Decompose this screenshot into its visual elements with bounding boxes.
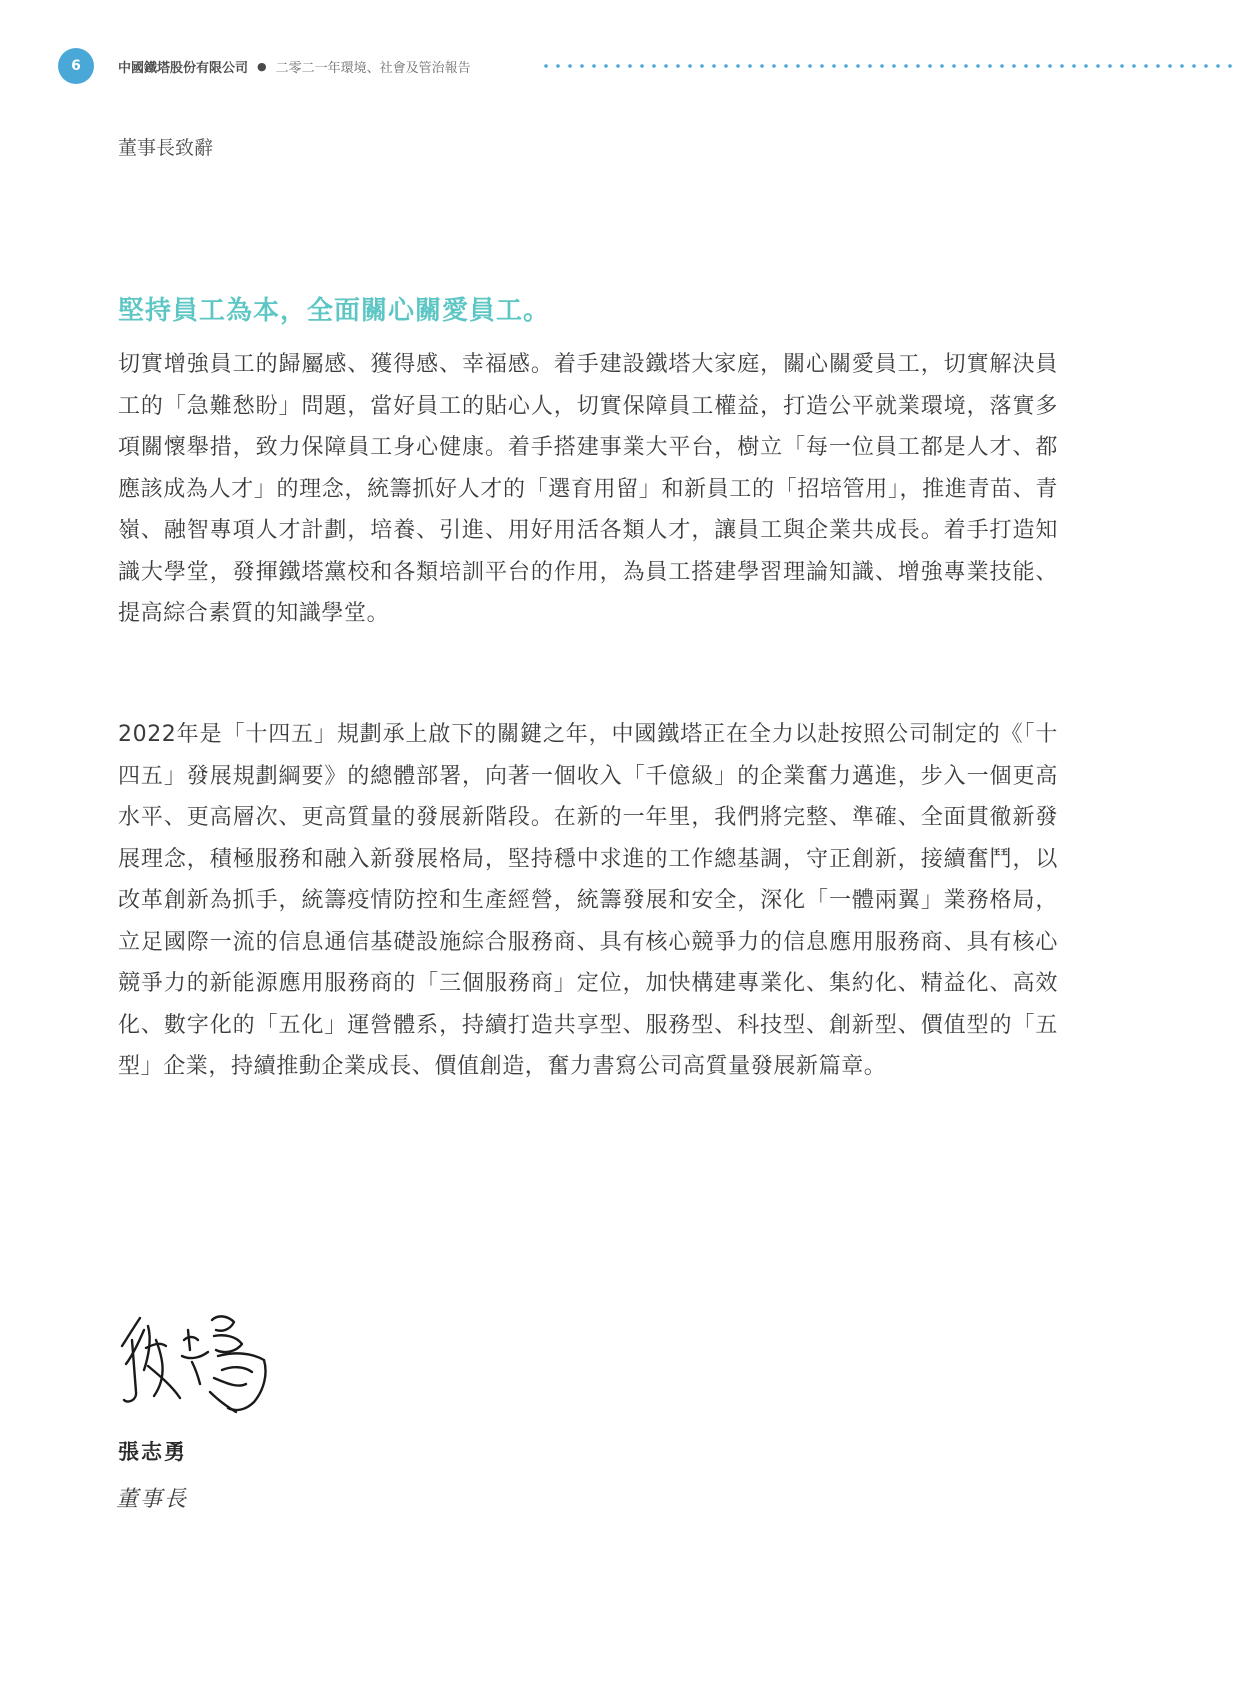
company-name: 中國鐵塔股份有限公司	[118, 60, 249, 76]
running-header	[118, 56, 471, 76]
body-paragraph-2: 2022年是「十四五」規劃承上啟下的關鍵之年，中國鐵塔正在全力以赴按照公司制定的《「十四五」發展規劃綱要》的總體部署，向著一個收入「千億級」的企業奮力邁進，步入一個更高水平、更高層次、更高質量的發展新階段。在新的一年里，我們將完整、準確、全面貫徹新發展理念，積極服務和融入新發展格局，堅持穩中求進的工作總基調，守正創新，接續奮鬥，以改革創新為抓手，統籌疫情防控和生產經營，統籌發展和安全，深化「一體兩翼」業務格局，立足國際一流的信息通信基礎設施綜合服務商、具有核心競爭力的信息應用服務商、具有核心競爭力的新能源應用服務商的「三個服務商」定位，加快構建專業化、集約化、精益化、高效化、數字化的「五化」運營體系，持續打造共享型、服務型、科技型、創新型、價值型的「五型」企業，持續推動企業成長、價值創造，奮力書寫公司高質量發展新篇章。	[118, 722, 1058, 1079]
report-title: 二零二一年環境、社會及管治報告	[275, 60, 471, 76]
section-label: 董事長致辭	[118, 137, 214, 159]
signer-name: 張志勇	[118, 1440, 187, 1464]
signer-title: 董事長	[116, 1487, 189, 1512]
header-dotted-rule	[540, 64, 1232, 68]
page-number-badge: 6	[58, 48, 94, 84]
header-separator: ●	[257, 59, 267, 73]
handwritten-signature	[118, 1300, 288, 1420]
body-paragraph-1: 切實增強員工的歸屬感、獲得感、幸福感。着手建設鐵塔大家庭，關心關愛員工，切實解決員工的「急難愁盼」問題，當好員工的貼心人，切實保障員工權益，打造公平就業環境，落實多項關懷舉措，致力保障員工身心健康。着手搭建事業大平台，樹立「每一位員工都是人才、都應該成為人才」的理念，統籌抓好人才的「選育用留」和新員工的「招培管用」，推進青苗、青嶺、融智專項人才計劃，培養、引進、用好用活各類人才，讓員工與企業共成長。着手打造知識大學堂，發揮鐵塔黨校和各類培訓平台的作用，為員工搭建學習理論知識、增強專業技能、提高綜合素質的知識學堂。	[118, 352, 1058, 626]
section-heading: 堅持員工為本，全面關心關愛員工。	[118, 296, 551, 326]
